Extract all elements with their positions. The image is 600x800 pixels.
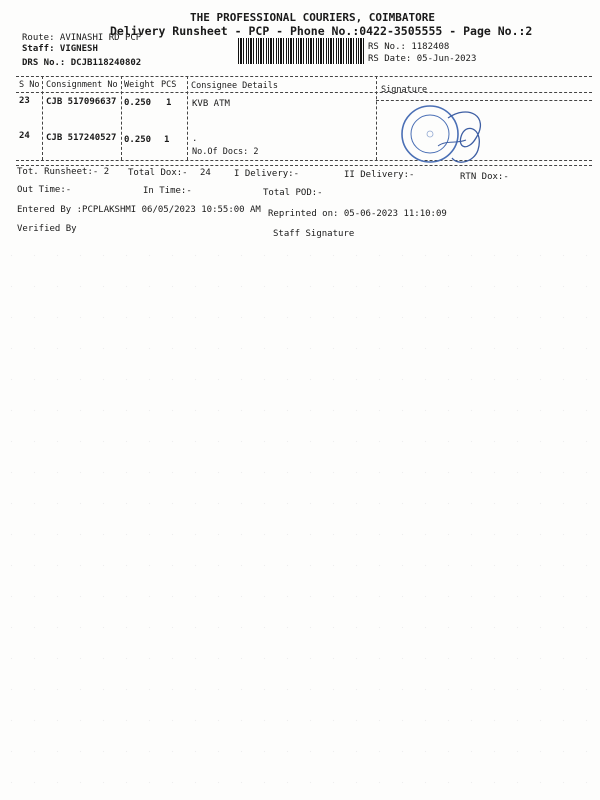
staff-signature: Staff Signature [273, 229, 355, 239]
table-top-rule [16, 76, 592, 77]
table-row-pcs: 1 [166, 98, 172, 108]
reprinted-on: Reprinted on: 05-06-2023 11:10:09 [268, 209, 447, 219]
col-header-weight: Weight [124, 80, 155, 90]
col-divider-4 [376, 76, 377, 160]
table-row-weight: 0.250 [124, 98, 152, 108]
route-label: Route: AVINASHI RD PCP [22, 33, 142, 43]
col-header-consignee: Consignee Details [191, 81, 278, 91]
docs-count: No.Of Docs: 2 [192, 147, 259, 157]
table-header-rule [16, 92, 592, 93]
drs-number: DRS No.: DCJB118240802 [22, 58, 142, 68]
rs-number: RS No.: 1182408 [368, 42, 450, 52]
tot-runsheet: Tot. Runsheet:- 2 [17, 167, 110, 177]
out-time: Out Time:- [17, 185, 72, 195]
col-header-sno: S No [19, 80, 40, 90]
verified-by: Verified By [17, 224, 77, 234]
scan-noise [0, 240, 600, 800]
table-row-consignee: . [192, 134, 198, 144]
col-divider-2 [121, 76, 122, 160]
i-delivery: I Delivery:- [234, 169, 300, 179]
col-divider-1 [42, 76, 43, 160]
runsheet-title: Delivery Runsheet - PCP - Phone No.:0422-3505555 - Page No.:2 [110, 24, 533, 38]
total-dox-value: 24 [200, 168, 211, 178]
rtn-dox: RTN Dox:- [460, 172, 509, 182]
total-dox-label: Total Dox:- [128, 168, 188, 178]
barcode [238, 38, 364, 64]
col-header-pcs: PCS [161, 80, 177, 90]
table-row-consignment: CJB 517240527 [46, 133, 117, 143]
table-row-sno: 24 [19, 131, 30, 141]
table-row-weight: 0.250 [124, 135, 152, 145]
table-row-consignee: KVB ATM [192, 99, 230, 109]
company-name: THE PROFESSIONAL COURIERS, COIMBATORE [190, 11, 436, 24]
table-row-consignment: CJB 517096637 [46, 97, 117, 107]
entered-by: Entered By :PCPLAKSHMI 06/05/2023 10:55:00 AM [17, 205, 261, 215]
staff-label: Staff: VIGNESH [22, 44, 98, 54]
col-header-consignment: Consignment No [46, 80, 118, 90]
col-divider-3 [187, 76, 188, 160]
in-time: In Time:- [143, 186, 192, 196]
rs-date: RS Date: 05-Jun-2023 [368, 54, 477, 64]
table-row-sno: 23 [19, 96, 30, 106]
table-row-pcs: 1 [164, 135, 170, 145]
table-bottom-rule [16, 160, 592, 161]
delivery-stamp-icon [398, 100, 494, 170]
col-header-signature: Signature [381, 85, 428, 95]
ii-delivery: II Delivery:- [344, 170, 415, 180]
totals-top-rule [16, 165, 592, 166]
total-pod: Total POD:- [263, 188, 323, 198]
